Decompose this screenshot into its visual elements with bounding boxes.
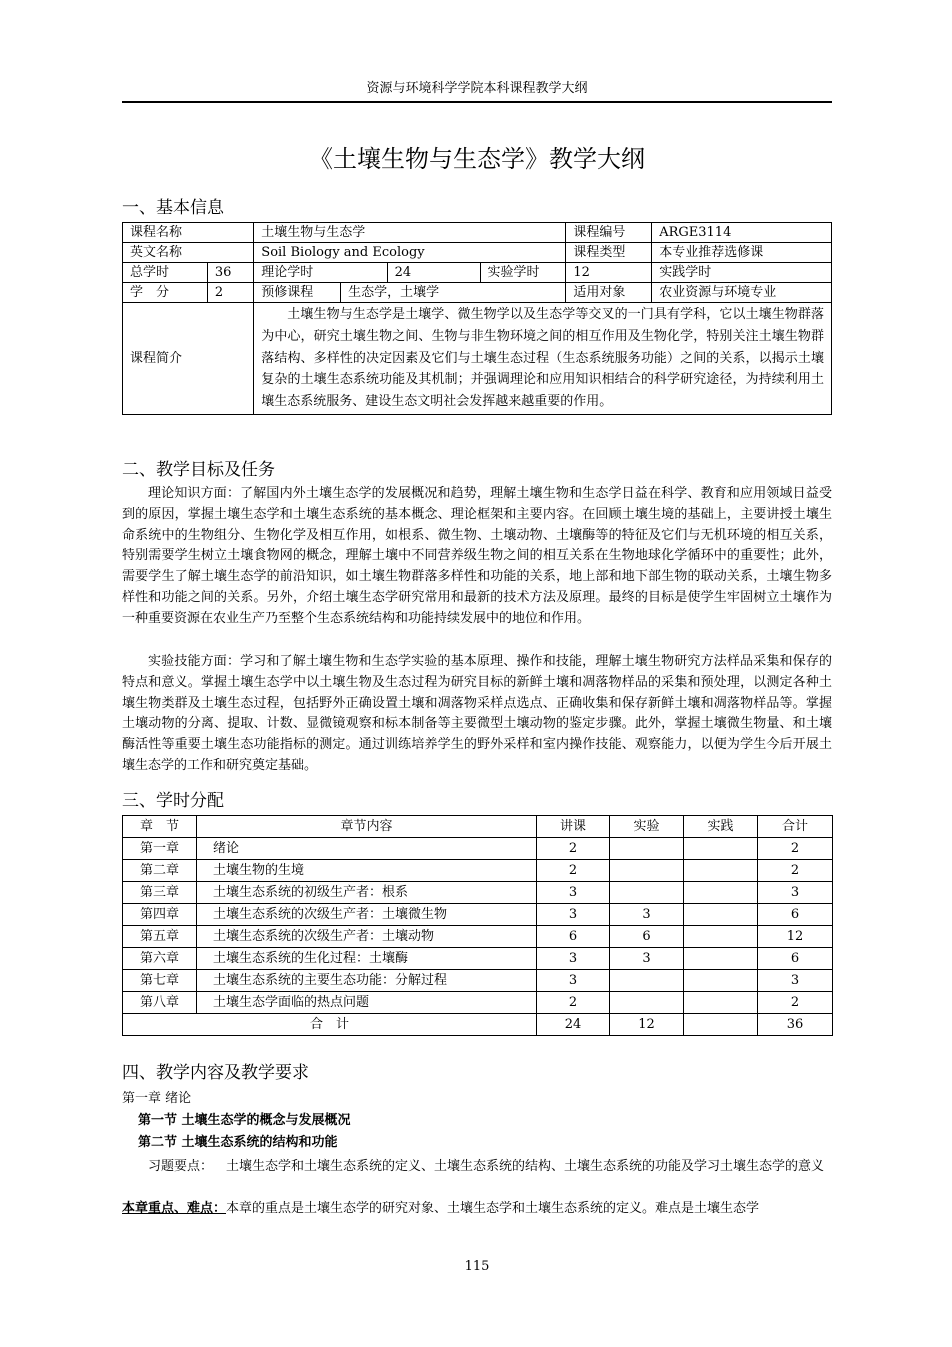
practice-cell [684,970,758,992]
lecture-cell: 3 [537,882,610,904]
course-code-label: 课程编号 [566,223,652,243]
lecture-cell: 6 [537,926,610,948]
table-row [123,926,833,948]
course-code-value: ARGE3114 [652,223,832,243]
basic-info-table [122,222,832,415]
column-header: 实验 [610,816,684,838]
chapter-cell: 第六章 [123,948,197,970]
sum-label: 合 计 [123,1014,537,1036]
prereq-value: 生态学，土壤学 [341,283,566,303]
exercise-label: 习题要点： [148,1159,214,1174]
column-header: 实践 [684,816,758,838]
chapter-cell: 第三章 [123,882,197,904]
total-cell: 2 [758,838,833,860]
target-value: 农业资源与环境专业 [652,283,832,303]
english-name-value: Soil Biology and Ecology [254,243,566,263]
table-row [123,223,832,243]
lecture-cell: 2 [537,860,610,882]
lecture-cell: 3 [537,948,610,970]
chapter-cell: 第七章 [123,970,197,992]
lab-cell: 3 [610,948,684,970]
course-name-label: 课程名称 [123,223,254,243]
exercise-block [148,1157,832,1177]
practice-cell [684,992,758,1014]
section-heading-hours: 三、学时分配 [122,791,224,811]
section-heading-basic-info: 一、基本信息 [122,198,224,218]
subsection-heading: 第一节 土壤生态学的概念与发展概况 [138,1113,351,1128]
document-title: 《土壤生物与生态学》教学大纲 [309,145,645,173]
goals-paragraph-theory: 理论知识方面：了解国内外土壤生态学的发展概况和趋势，理解土壤生物和生态学日益在科学、教育和应用领域日益受到的原因，掌握土壤生态学和土壤生态系统的基本概念、理论框架和主要内容。在回顾土壤生境的基础上，主要讲授土壤生命系统中的生物组分、生物化学及相互作用，如根系、微生物、土壤动物、土壤酶等的特征及它们与无机环境的相互关系，特别需要学生树立土壤食物网的概念，理解土壤中不同营养级生物之间的相互关系在生物地球化学循环中的重要性；此外，需要学生了解土壤生态学的前沿知识，如土壤生物群落多样性和功能的关系，地上部和地下部生物的联动关系，土壤生物多样性和功能之间的关系。另外，介绍土壤生态学研究常用和最新的技术方法及原理。最终的目标是使学生牢固树立土壤作为一种重要资源在农业生产乃至整个生态系统结构和功能持续发展中的地位和作用。 [122,486,832,626]
course-type-label: 课程类型 [566,243,652,263]
column-header: 合计 [758,816,833,838]
table-row [123,992,833,1014]
total-cell: 12 [758,926,833,948]
lecture-cell: 2 [537,838,610,860]
course-name-value: 土壤生物与生态学 [254,223,566,243]
practice-cell [684,838,758,860]
running-head: 资源与环境科学学院本科课程教学大纲 [366,81,588,96]
practice-cell [684,926,758,948]
sum-total: 36 [758,1014,833,1036]
chapter-cell: 第二章 [123,860,197,882]
intro-label: 课程简介 [123,303,254,415]
content-cell: 土壤生态系统的初级生产者：根系 [197,882,537,904]
lab-cell: 3 [610,904,684,926]
table-row [123,243,832,263]
total-hours-label: 总学时 [123,263,208,283]
sum-lab: 12 [610,1014,684,1036]
table-row [123,860,833,882]
table-row [123,948,833,970]
chapter-cell: 第八章 [123,992,197,1014]
lab-hours-value: 12 [566,263,652,283]
total-cell: 6 [758,948,833,970]
table-row [123,303,832,415]
key-points-text: 本章的重点是土壤生态学的研究对象、土壤生态学和土壤生态系统的定义。难点是土壤生态学 [226,1201,760,1216]
table-header-row [123,816,833,838]
table-row [123,263,832,283]
header-rule [122,101,832,103]
table-sum-row [123,1014,833,1036]
theory-hours-label: 理论学时 [254,263,387,283]
credit-label: 学 分 [123,283,208,303]
hours-table [122,815,833,1036]
total-cell: 6 [758,904,833,926]
total-cell: 2 [758,860,833,882]
lecture-cell: 2 [537,992,610,1014]
total-hours-value: 36 [207,263,253,283]
intro-text: 土壤生物与生态学是土壤学、微生物学以及生态学等交叉的一门具有学科，它以土壤生物群落为中心，研究土壤生物之间、生物与非生物环境之间的相互作用及生物化学，特别关注土壤生物群落结构、多样性的决定因素及它们与土壤生态过程（生态系统服务功能）之间的关系，以揭示土壤复杂的土壤生态系统功能及其机制；并强调理论和应用知识相结合的科学研究途径，为持续利用土壤生态系统服务、建设生态文明社会发挥越来越重要的作用。 [254,303,832,415]
total-cell: 2 [758,992,833,1014]
table-row [123,838,833,860]
key-points-label: 本章重点、难点： [122,1201,227,1216]
table-row [123,904,833,926]
table-row [123,283,832,303]
exercise-text: 土壤生态学和土壤生态系统的定义、土壤生态系统的结构、土壤生态系统的功能及学习土壤生态学的意义 [226,1159,825,1174]
table-row [123,882,833,904]
chapter-heading: 第一章 绪论 [122,1091,192,1106]
lecture-cell: 3 [537,970,610,992]
sum-lecture: 24 [537,1014,610,1036]
lab-cell [610,970,684,992]
goals-paragraph-lab: 实验技能方面：学习和了解土壤生物和生态学实验的基本原理、操作和技能，理解土壤生物研究方法样品采集和保存的特点和意义。掌握土壤生态学中以土壤生物及生态过程为研究目标的新鲜土壤和凋落物样品的采集和预处理，以测定各种土壤生物类群及土壤生态过程，包括野外正确设置土壤和凋落物采样点选点、正确收集和保存新鲜土壤和凋落物样品等。掌握土壤动物的分离、提取、计数、显微镜观察和标本制备等主要微型土壤动物的鉴定步骤。此外，掌握土壤微生物量、和土壤酶活性等重要土壤生态功能指标的测定。通过训练培养学生的野外采样和室内操作技能、观察能力，以便为学生今后开展土壤生态学的工作和研究奠定基础。 [122,654,832,773]
content-cell: 土壤生态系统的生化过程：土壤酶 [197,948,537,970]
lab-hours-label: 实验学时 [480,263,566,283]
key-points [122,1200,832,1218]
chapter-cell: 第五章 [123,926,197,948]
practice-cell [684,948,758,970]
section-heading-goals: 二、教学目标及任务 [122,460,275,480]
total-cell: 3 [758,882,833,904]
lecture-cell: 3 [537,904,610,926]
theory-hours-value: 24 [387,263,480,283]
subsection-heading: 第二节 土壤生态系统的结构和功能 [138,1135,338,1150]
column-header: 章节内容 [197,816,537,838]
credit-value: 2 [207,283,253,303]
lab-cell: 6 [610,926,684,948]
chapter-cell: 第四章 [123,904,197,926]
practice-cell [684,904,758,926]
content-cell: 土壤生物的生境 [197,860,537,882]
lab-cell [610,860,684,882]
practice-hours-label: 实践学时 [652,263,832,283]
course-type-value: 本专业推荐选修课 [652,243,832,263]
prereq-label: 预修课程 [254,283,341,303]
chapter-cell: 第一章 [123,838,197,860]
lab-cell [610,882,684,904]
content-cell: 土壤生态学面临的热点问题 [197,992,537,1014]
section-heading-content: 四、教学内容及教学要求 [122,1063,309,1083]
content-cell: 绪论 [197,838,537,860]
content-cell: 土壤生态系统的次级生产者：土壤动物 [197,926,537,948]
column-header: 章 节 [123,816,197,838]
content-cell: 土壤生态系统的次级生产者：土壤微生物 [197,904,537,926]
table-row [123,970,833,992]
target-label: 适用对象 [566,283,652,303]
sum-practice [684,1014,758,1036]
page-number: 115 [464,1259,490,1274]
total-cell: 3 [758,970,833,992]
practice-cell [684,860,758,882]
column-header: 讲课 [537,816,610,838]
english-name-label: 英文名称 [123,243,254,263]
practice-cell [684,882,758,904]
lab-cell [610,992,684,1014]
lab-cell [610,838,684,860]
content-cell: 土壤生态系统的主要生态功能：分解过程 [197,970,537,992]
